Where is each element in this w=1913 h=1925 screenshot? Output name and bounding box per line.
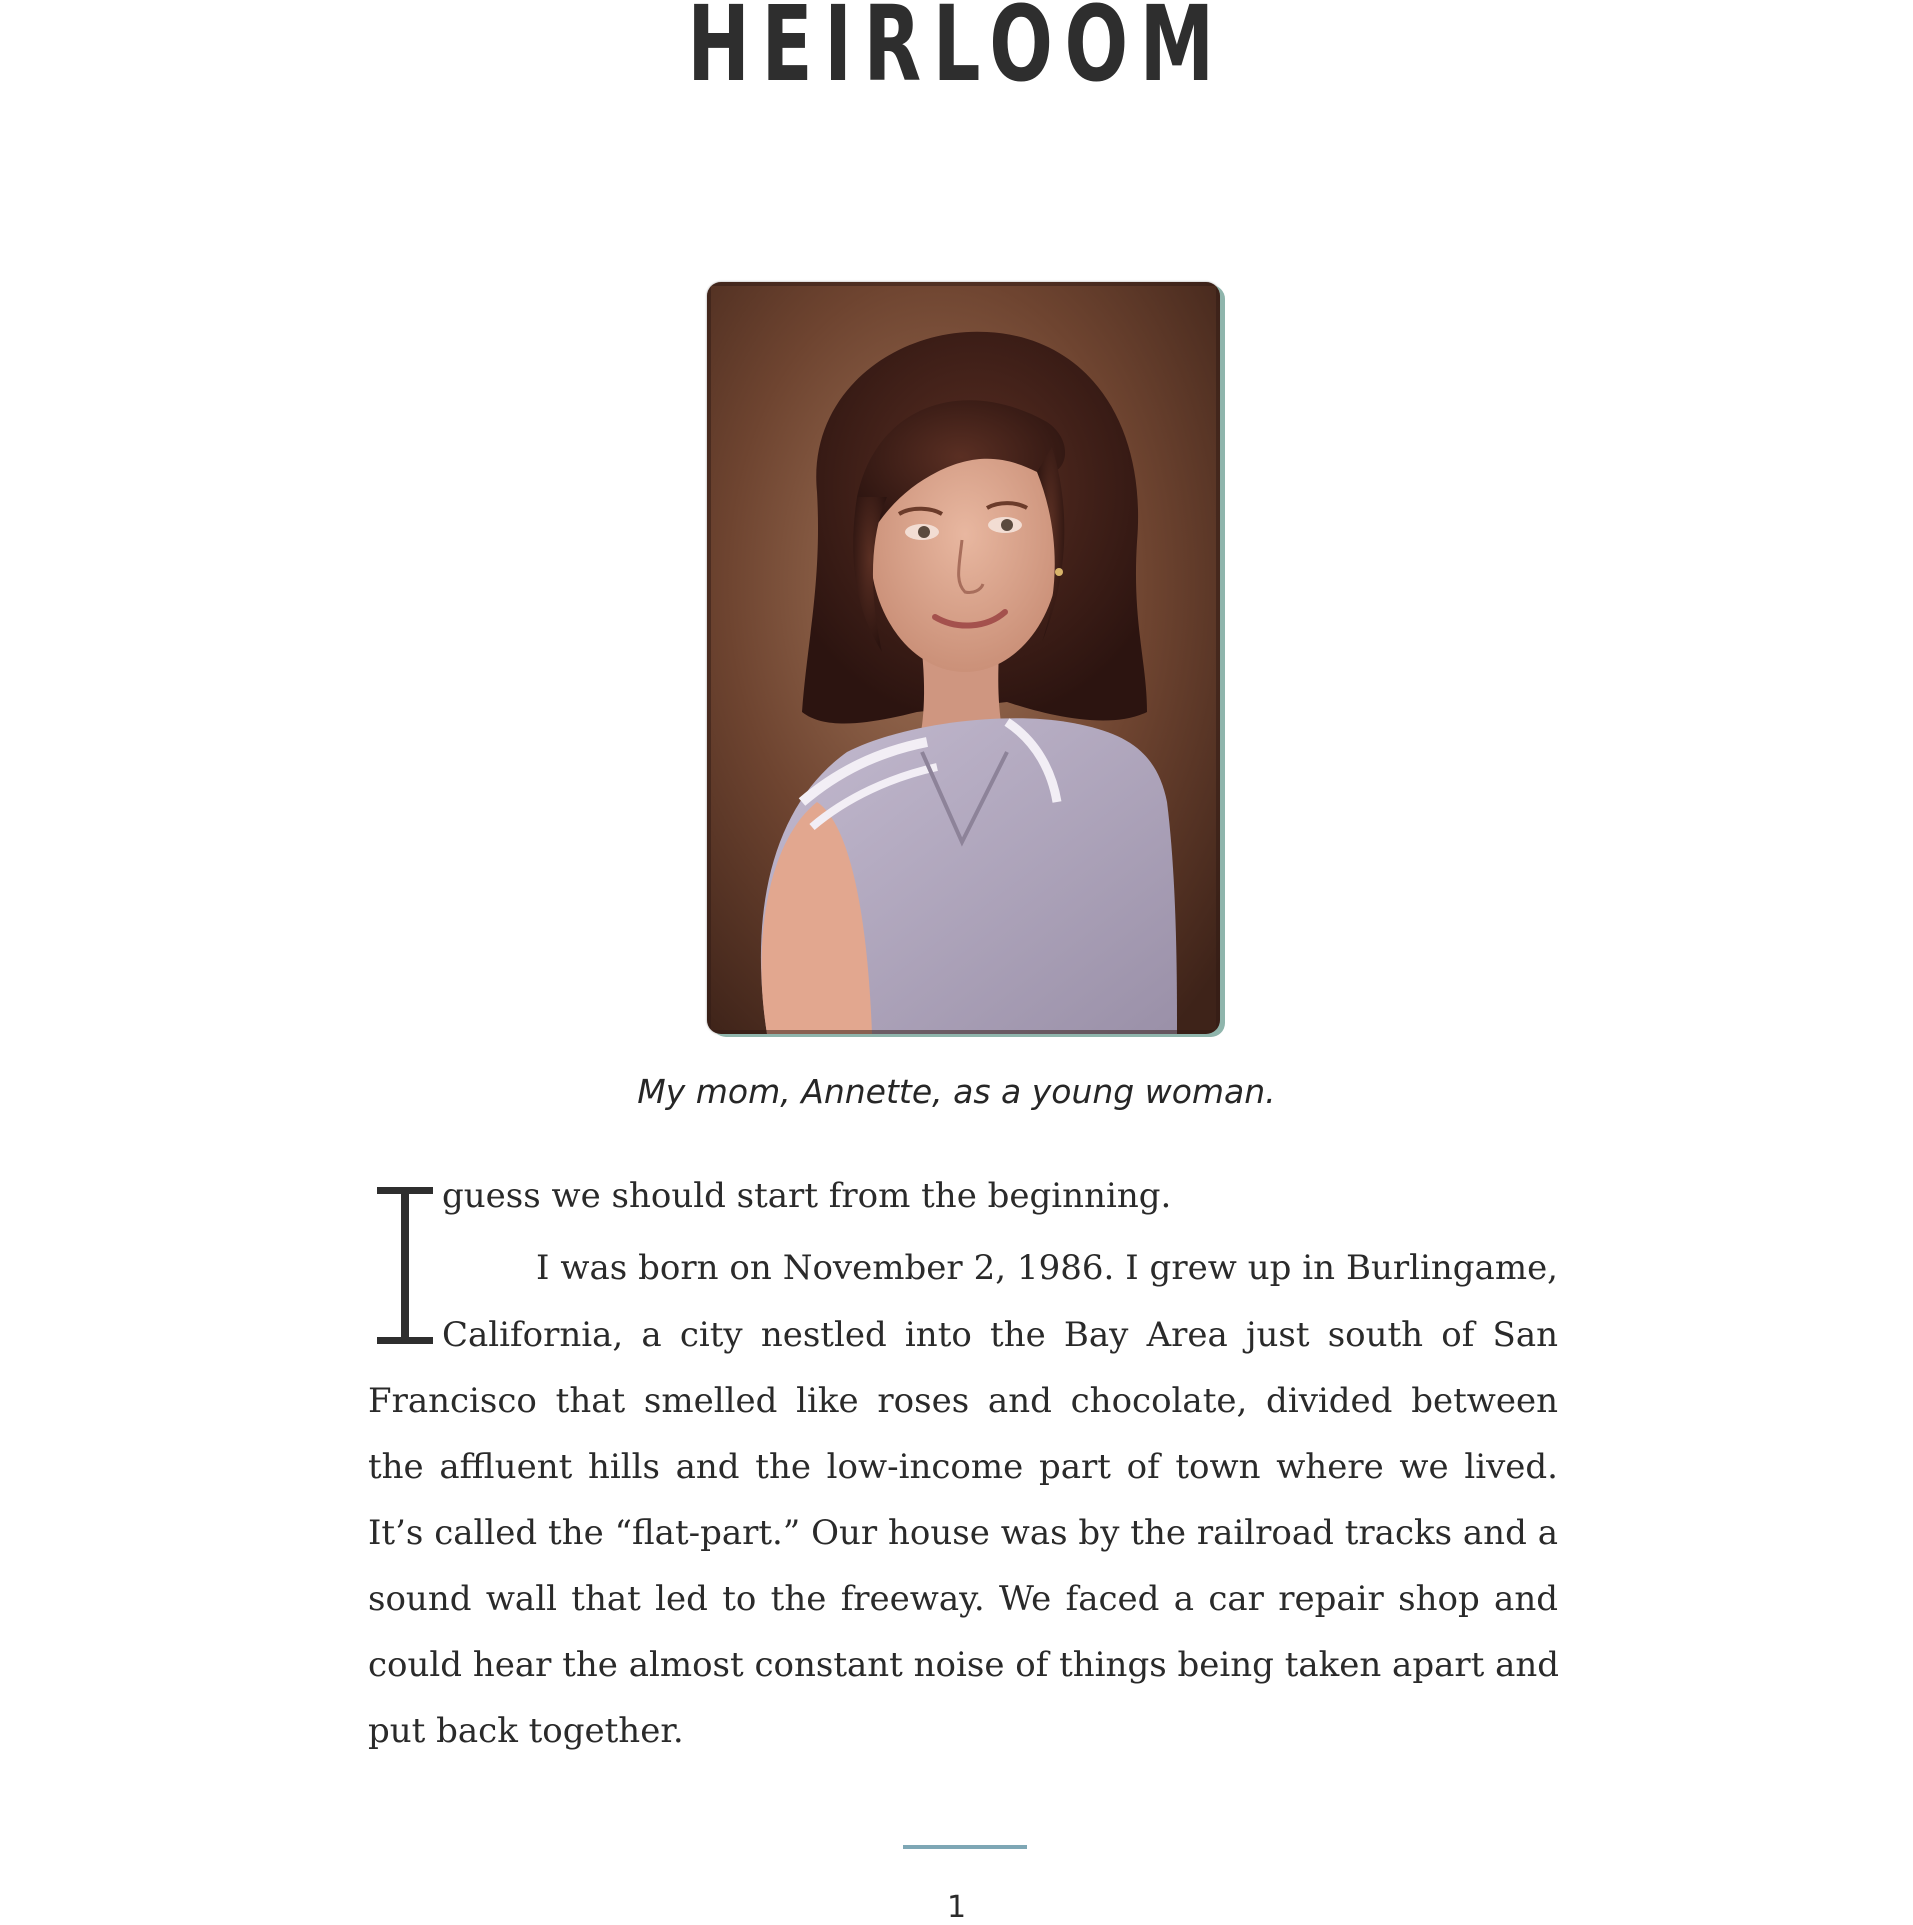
portrait-photo-image (707, 282, 1220, 1034)
photo-caption: My mom, Annette, as a young woman. (637, 1072, 1276, 1111)
body-line: Francisco that smelled like roses and chocolate, divided between (368, 1381, 1558, 1421)
body-line: It’s called the “flat-part.” Our house was by the railroad tracks and a (368, 1513, 1558, 1553)
page-number: 1 (946, 1890, 967, 1925)
section-divider (903, 1845, 1027, 1849)
drop-cap (377, 1187, 433, 1344)
body-line: California, a city nestled into the Bay Area just south of San (442, 1315, 1558, 1355)
body-line: guess we should start from the beginning. (442, 1176, 1172, 1216)
body-line: put back together. (368, 1711, 684, 1751)
chapter-title: HEIRLOOM (687, 0, 1226, 105)
body-line: sound wall that led to the freeway. We faced a car repair shop and (368, 1579, 1558, 1619)
body-line: the affluent hills and the low-income part of town where we lived. (368, 1447, 1558, 1487)
portrait-photo (707, 282, 1220, 1034)
body-line: I was born on November 2, 1986. I grew up in Burlingame, (536, 1248, 1558, 1288)
body-line: could hear the almost constant noise of things being taken apart and (368, 1645, 1560, 1685)
